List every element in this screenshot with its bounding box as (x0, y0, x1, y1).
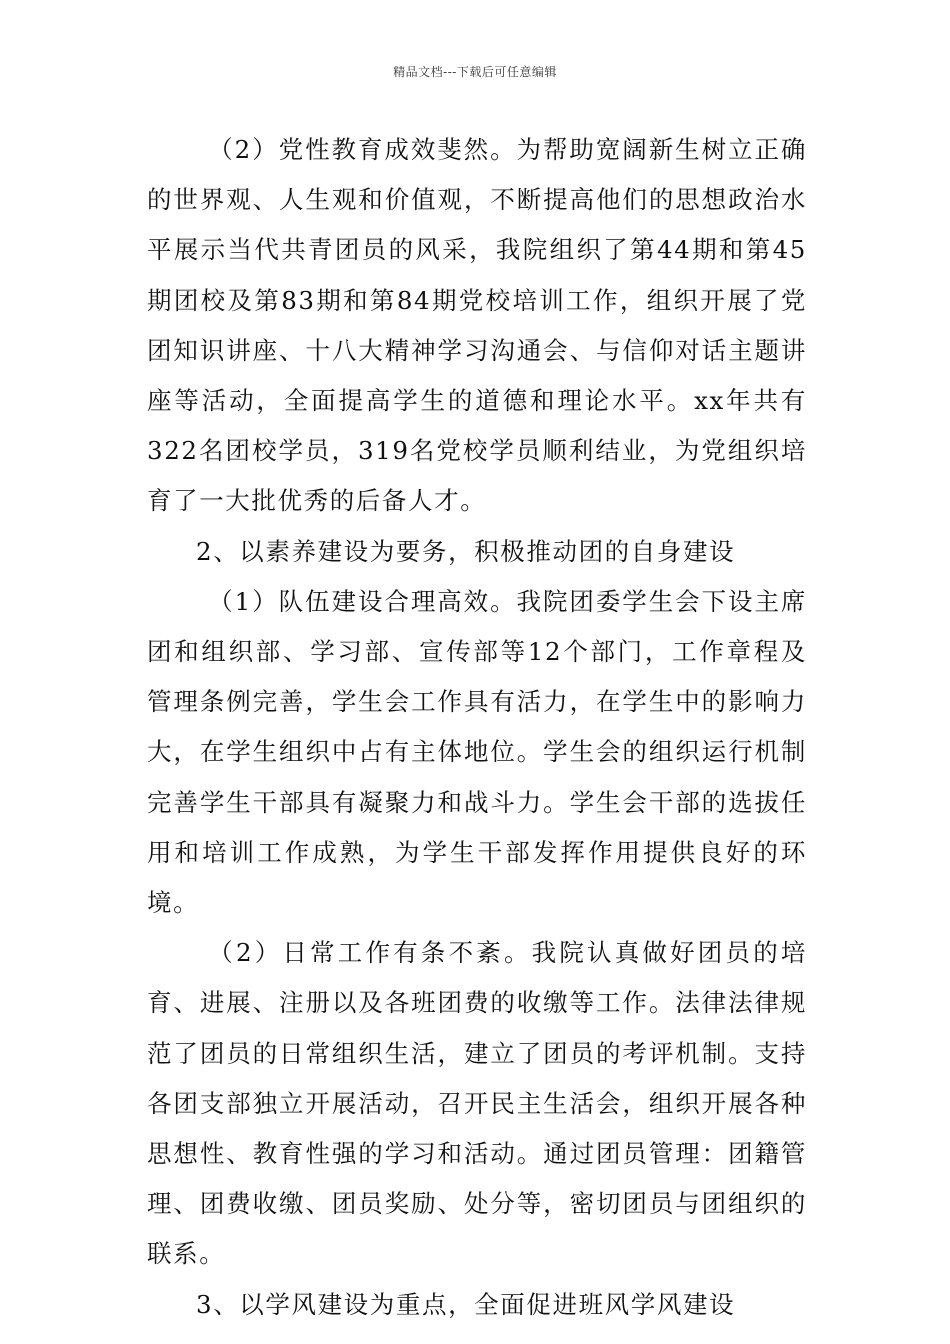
section-heading-quality-building: 2、以素养建设为要务，积极推动团的自身建设 (196, 536, 736, 566)
paragraph-daily-work: （2）日常工作有条不紊。我院认真做好团员的培育、进展、注册以及各班团费的收缴等工作。法律法律规范了团员的日常组织生活，建立了团员的考评机制。支持各团支部独立开展活动，召开民主生活会，组织开展各种思想性、教育性强的学习和活动。通过团员管理：团籍管理、团费收缴、团员奖励、处分等，密切团员与团组织的联系。 (147, 938, 807, 1269)
section-heading-study-style: 3、以学风建设为重点，全面促进班风学风建设 (196, 1289, 736, 1319)
page-header: 精品文档---下载后可任意编辑 (393, 65, 557, 79)
paragraph-party-education: （2）党性教育成效斐然。为帮助宽阔新生树立正确的世界观、人生观和价值观，不断提高他们的思想政治水平展示当代共青团员的风采，我院组织了第44期和第45期团校及第83期和第84期党校培训工作，组织开展了党团知识讲座、十八大精神学习沟通会、与信仰对话主题讲座等活动，全面提高学生的道德和理论水平。xx年共有322名团校学员，319名党校学员顺利结业，为党组织培育了一大批优秀的后备人才。 (147, 135, 807, 516)
document-body (147, 125, 807, 1330)
paragraph-team-building: （1）队伍建设合理高效。我院团委学生会下设主席团和组织部、学习部、宣传部等12个部门，工作章程及管理条例完善，学生会工作具有活力，在学生中的影响力大，在学生组织中占有主体地位。学生会的组织运行机制完善学生干部具有凝聚力和战斗力。学生会干部的选拔任用和培训工作成熟，为学生干部发挥作用提供良好的环境。 (147, 586, 807, 918)
